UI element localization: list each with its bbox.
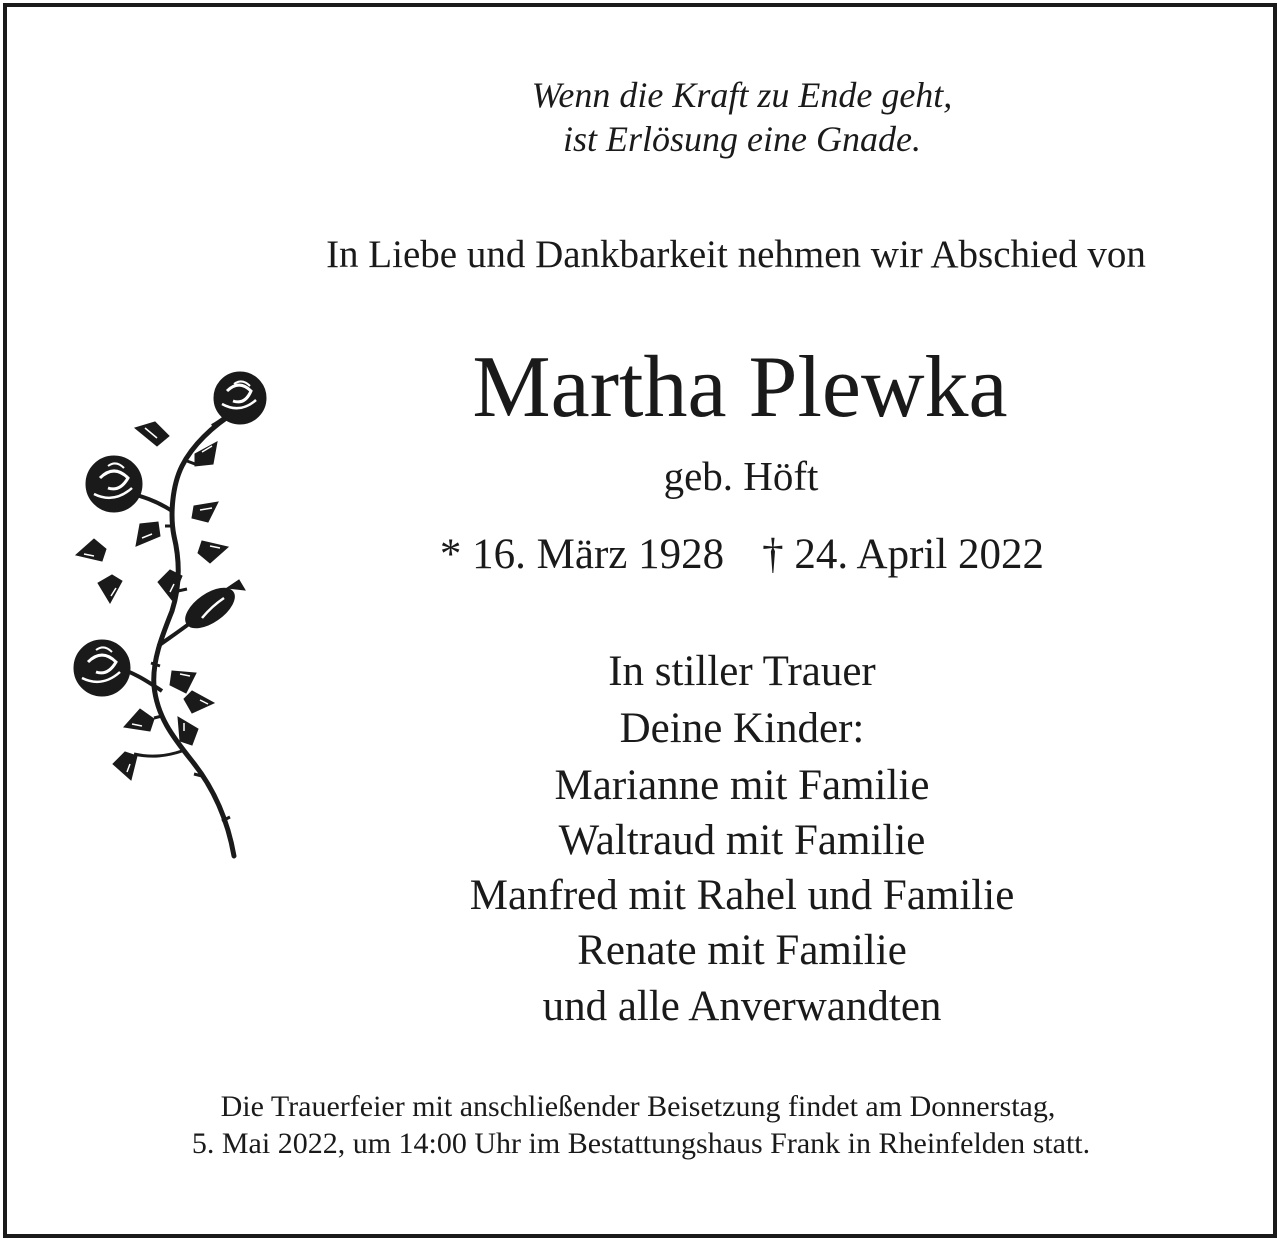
motto-line-2: ist Erlösung eine Gnade. <box>563 119 921 159</box>
mourner-line: Waltraud mit Familie <box>558 817 926 864</box>
farewell-intro: In Liebe und Dankbarkeit nehmen wir Abschied von <box>326 233 1146 276</box>
motto-line-1: Wenn die Kraft zu Ende geht, <box>531 75 953 115</box>
mourner-line: Renate mit Familie <box>577 927 907 974</box>
rose-branch-icon <box>62 366 282 864</box>
mourner-line: Marianne mit Familie <box>554 762 930 809</box>
maiden-name: geb. Höft <box>663 453 819 499</box>
service-info-line-1: Die Trauerfeier mit anschließender Beisetzung findet am Donnerstag, <box>220 1090 1056 1123</box>
service-info-line-2: 5. Mai 2022, um 14:00 Uhr im Bestattungshaus Frank in Rheinfelden statt. <box>191 1127 1091 1160</box>
deceased-name: Martha Plewka <box>472 339 1008 436</box>
birth-date: * 16. März 1928 <box>439 531 725 578</box>
mourner-line: In stiller Trauer <box>608 648 876 695</box>
mourner-line: Manfred mit Rahel und Familie <box>469 872 1015 919</box>
mourner-line: und alle Anverwandten <box>542 983 942 1030</box>
mourner-line: Deine Kinder: <box>619 705 865 752</box>
death-date: † 24. April 2022 <box>762 531 1045 578</box>
